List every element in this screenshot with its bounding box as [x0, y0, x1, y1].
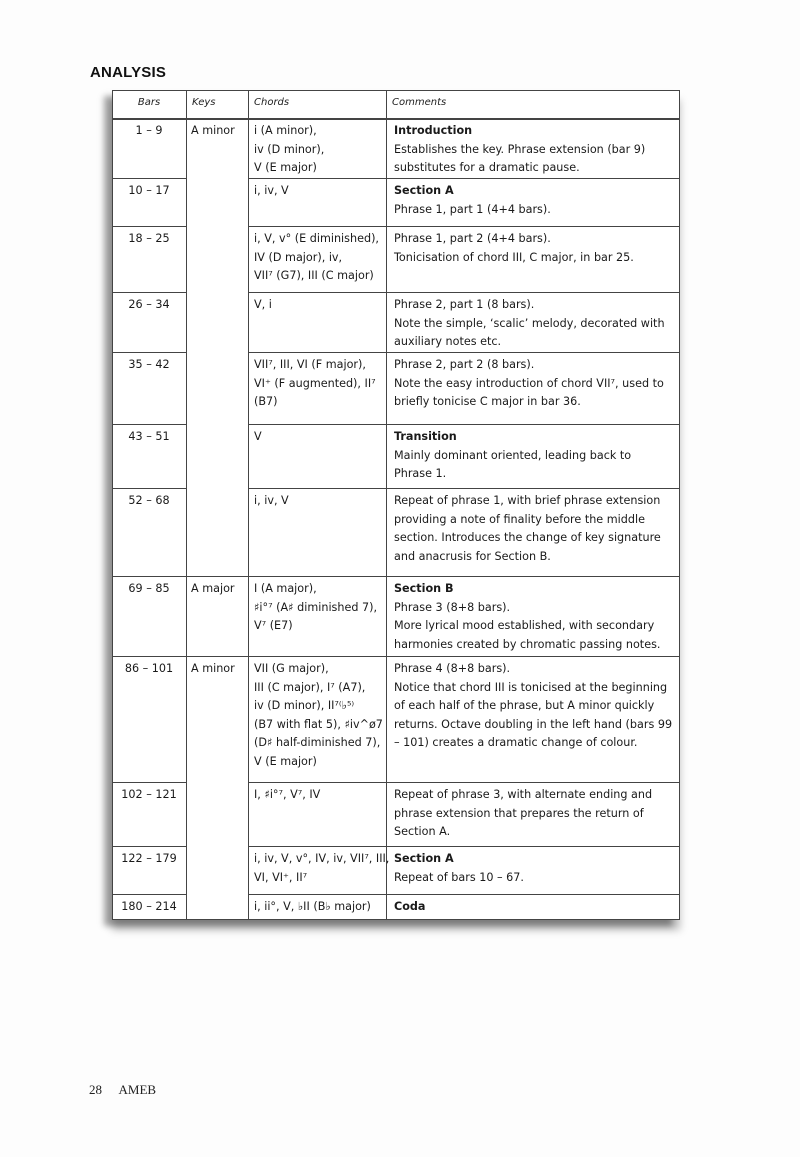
- chords-cell: [254, 428, 384, 447]
- comment-line: of each half of the phrase, but A minor quickly: [394, 699, 655, 712]
- chords-cell: [254, 182, 384, 201]
- comment-line: – 101) creates a dramatic change of colour.: [394, 736, 638, 749]
- table-row: [112, 292, 680, 352]
- bars-cell: 69 – 85: [128, 582, 170, 595]
- comments-cell: [394, 660, 676, 753]
- chord-line: i (A minor),: [254, 124, 317, 137]
- chord-line: V, i: [254, 298, 272, 311]
- chord-line: V (E major): [254, 754, 317, 768]
- chord-line: VII⁷, III, VI (F major),: [254, 358, 366, 371]
- bars-cell: 26 – 34: [128, 298, 170, 311]
- chords-cell: [254, 898, 384, 917]
- column-header-chords: Chords: [254, 97, 290, 108]
- comment-line: Phrase 4 (8+8 bars).: [394, 662, 511, 675]
- chord-line: (D♯ half-diminished 7),: [254, 736, 381, 749]
- comment-title: Coda: [394, 900, 426, 913]
- table-row: [112, 424, 680, 488]
- bars-cell: 86 – 101: [124, 662, 174, 675]
- chord-line: VI⁺ (F augmented), II⁷: [254, 376, 376, 390]
- chords-cell: [254, 122, 384, 178]
- table-row: [112, 488, 680, 576]
- table-row: [112, 846, 680, 894]
- column-header-keys: Keys: [192, 97, 216, 108]
- comments-cell: [394, 296, 676, 352]
- chord-line: VI, VI⁺, II⁷: [254, 870, 308, 884]
- bars-cell: 43 – 51: [128, 430, 170, 443]
- comment-line: Phrase 1, part 2 (4+4 bars).: [394, 232, 551, 245]
- comment-title: Transition: [394, 430, 457, 443]
- comment-line: Note the easy introduction of chord VII⁷, used to: [394, 376, 664, 390]
- bars-cell: 122 – 179: [121, 852, 177, 865]
- chord-line: iv (D minor),: [254, 142, 325, 156]
- comment-line: Repeat of bars 10 – 67.: [394, 870, 524, 884]
- comment-line: Establishes the key. Phrase extension (bar 9): [394, 142, 646, 156]
- comments-cell: [394, 230, 676, 267]
- bars-cell: 10 – 17: [128, 184, 170, 197]
- chord-line: iv (D minor), II⁷⁽♭⁵⁾: [254, 699, 355, 712]
- comment-title: Introduction: [394, 124, 473, 137]
- comment-line: section. Introduces the change of key signature: [394, 531, 661, 544]
- chord-line: I, ♯i°⁷, V⁷, IV: [254, 788, 321, 801]
- comment-line: Phrase 3 (8+8 bars).: [394, 600, 511, 614]
- comment-title: Section B: [394, 582, 454, 595]
- table-row: [112, 656, 680, 782]
- chord-line: IV (D major), iv,: [254, 250, 343, 264]
- chord-line: i, ii°, V, ♭II (B♭ major): [254, 900, 371, 913]
- table-row: [112, 226, 680, 292]
- comments-cell: [394, 428, 676, 484]
- chords-cell: [254, 356, 384, 412]
- comment-line: Tonicisation of chord III, C major, in bar 25.: [394, 250, 634, 264]
- comments-cell: [394, 786, 676, 842]
- key-cell: A minor: [191, 662, 235, 675]
- comment-line: Phrase 1, part 1 (4+4 bars).: [394, 202, 551, 216]
- bars-cell: 180 – 214: [121, 900, 177, 913]
- table-row: [112, 576, 680, 656]
- key-cell: A major: [191, 582, 235, 595]
- bars-cell: 1 – 9: [135, 124, 163, 137]
- table-row: [112, 894, 680, 920]
- comments-cell: [394, 492, 676, 566]
- comment-line: Phrase 1.: [394, 467, 447, 480]
- key-cell: A minor: [191, 124, 235, 137]
- chord-line: i, iv, V: [254, 184, 289, 197]
- chords-cell: [254, 660, 384, 771]
- comment-line: substitutes for a dramatic pause.: [394, 161, 580, 174]
- bars-cell: 35 – 42: [128, 358, 170, 371]
- page-number: 28: [89, 1082, 102, 1097]
- comment-line: Mainly dominant oriented, leading back to: [394, 448, 632, 462]
- chord-line: V: [254, 430, 262, 443]
- chord-line: (B7): [254, 395, 278, 408]
- chords-cell: [254, 296, 384, 315]
- bars-cell: 52 – 68: [128, 494, 170, 507]
- comment-title: Section A: [394, 852, 454, 865]
- comments-cell: [394, 182, 676, 219]
- chord-line: V⁷ (E7): [254, 619, 293, 632]
- comment-line: More lyrical mood established, with secondary: [394, 619, 655, 632]
- chord-line: i, iv, V, v°, IV, iv, VII⁷, III,: [254, 852, 390, 865]
- comment-line: phrase extension that prepares the return of: [394, 806, 644, 820]
- chord-line: i, iv, V: [254, 494, 289, 507]
- chord-line: (B7 with flat 5), ♯iv^ø7: [254, 717, 383, 731]
- comment-line: harmonies created by chromatic passing notes.: [394, 637, 661, 651]
- bars-cell: 18 – 25: [128, 232, 170, 245]
- comment-line: returns. Octave doubling in the left hand (bars 99: [394, 717, 673, 731]
- comment-line: providing a note of finality before the middle: [394, 512, 645, 526]
- bars-cell: 102 – 121: [121, 788, 177, 801]
- chord-line: ♯i°⁷ (A♯ diminished 7),: [254, 600, 378, 614]
- column-header-comments: Comments: [392, 97, 447, 108]
- section-heading: ANALYSIS: [90, 64, 167, 81]
- comment-title: Section A: [394, 184, 454, 197]
- comment-line: and anacrusis for Section B.: [394, 549, 551, 563]
- comment-line: Section A.: [394, 825, 451, 838]
- table-row: [112, 178, 680, 226]
- table-row: [112, 352, 680, 424]
- comments-cell: [394, 580, 676, 654]
- publisher-name: AMEB: [118, 1082, 157, 1097]
- comment-line: Repeat of phrase 3, with alternate ending and: [394, 788, 653, 801]
- chord-line: VII⁷ (G7), III (C major): [254, 269, 374, 282]
- comments-cell: [394, 850, 676, 887]
- comments-cell: [394, 122, 676, 178]
- chords-cell: [254, 230, 384, 286]
- chord-line: VII (G major),: [254, 662, 329, 675]
- chords-cell: [254, 786, 384, 805]
- comment-line: Phrase 2, part 1 (8 bars).: [394, 298, 535, 311]
- table-row: [112, 782, 680, 846]
- comment-line: Notice that chord III is tonicised at the beginning: [394, 680, 668, 694]
- analysis-table: [112, 90, 680, 920]
- comment-line: briefly tonicise C major in bar 36.: [394, 395, 581, 408]
- column-header-bars: Bars: [137, 97, 161, 108]
- comment-line: Note the simple, ‘scalic’ melody, decorated with: [394, 316, 665, 330]
- chords-cell: [254, 850, 390, 887]
- chord-line: V (E major): [254, 161, 317, 174]
- chords-cell: [254, 580, 384, 636]
- chord-line: i, V, v° (E diminished),: [254, 232, 379, 245]
- comment-line: auxiliary notes etc.: [394, 335, 502, 348]
- chord-line: III (C major), I⁷ (A7),: [254, 680, 366, 694]
- comment-line: Phrase 2, part 2 (8 bars).: [394, 358, 535, 371]
- page-footer: [89, 1082, 170, 1098]
- chords-cell: [254, 492, 384, 511]
- table-row: [112, 118, 680, 178]
- comments-cell: [394, 898, 676, 917]
- chord-line: I (A major),: [254, 582, 317, 595]
- comments-cell: [394, 356, 676, 412]
- comment-line: Repeat of phrase 1, with brief phrase extension: [394, 494, 661, 507]
